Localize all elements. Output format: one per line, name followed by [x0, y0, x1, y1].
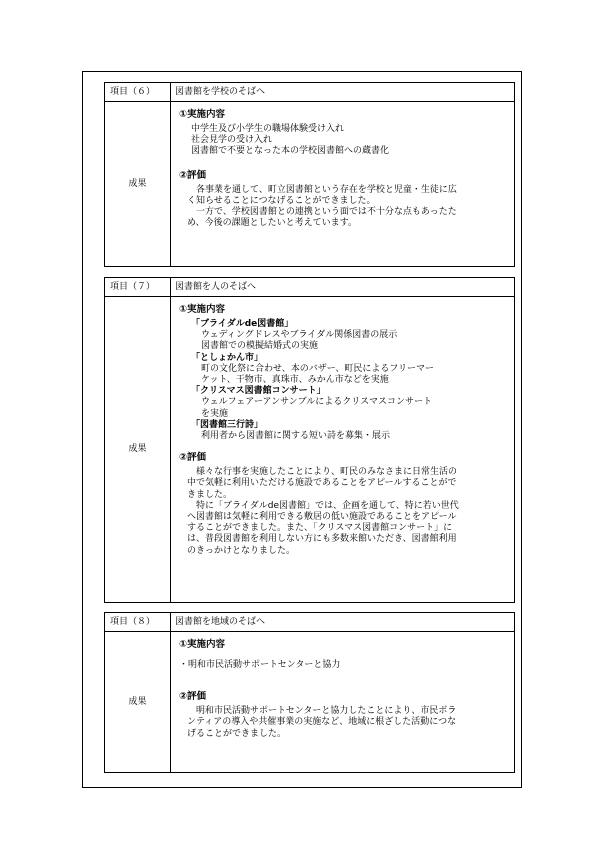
- section-7-heading-eval: ②評価: [179, 452, 207, 464]
- section-7-event-line: ウェディングドレスやブライダル関係図書の展示: [201, 330, 398, 341]
- section-7-title: 図書館を人のそばへ: [171, 278, 515, 297]
- section-6-item: 社会見学の受け入れ: [191, 135, 273, 146]
- section-6-eval-line: め、今後の課題としたいと考えています。: [187, 218, 357, 229]
- section-6-result-label: 成果: [105, 102, 171, 267]
- section-6-label: 項目（６）: [105, 83, 171, 102]
- section-7-event-title: 「としょかん市」: [191, 352, 264, 363]
- section-7-eval-line: は、普段図書館を利用しない方にも多数来館いただき、図書館利用: [187, 534, 457, 545]
- section-6-item: 図書館で不要となった本の学校図書館への蔵書化: [191, 146, 390, 157]
- section-7: [104, 277, 515, 603]
- section-7-event-line: 町の文化祭に合わせ、本のバザー、町民によるフリーマー: [201, 363, 435, 374]
- section-6-eval-line: く知らせることにつなげることができました。: [187, 195, 376, 206]
- section-7-eval-line: することができました。また、「クリスマス図書館コンサート」に: [187, 523, 453, 534]
- section-8-item: ・明和市民活動サポートセンターと協力: [179, 660, 341, 670]
- section-7-event-line: ケット、干物市、真珠市、みかん市などを実施: [201, 375, 389, 386]
- section-8-heading-eval: ②評価: [179, 691, 207, 703]
- section-7-event-line: ウェルフェアーアンサンブルによるクリスマスコンサート: [201, 397, 432, 408]
- section-7-eval-line: へ図書館は気軽に利用できる敷居の低い施設であることをアピール: [187, 512, 457, 523]
- section-7-eval-line: 中で気軽に利用いただける施設であることをアピールすることがで: [187, 478, 457, 489]
- section-7-eval-line: のきっかけとなりました。: [187, 545, 296, 556]
- section-7-event-line: 図書館での模擬結婚式の実施: [201, 341, 319, 352]
- section-6-heading-content: ①実施内容: [179, 109, 226, 120]
- section-7-result-label: 成果: [105, 297, 171, 603]
- section-6-heading-eval: ②評価: [179, 169, 207, 181]
- section-7-label: 項目（７）: [105, 278, 171, 297]
- section-8-eval-line: げることができました。: [187, 728, 287, 739]
- section-8-label: 項目（８）: [105, 613, 171, 632]
- section-7-event-title: 「ブライダルde図書館」: [191, 319, 294, 329]
- section-7-heading-content: ①実施内容: [179, 304, 226, 315]
- section-8: [104, 612, 515, 773]
- section-6-eval-line: 一方で、学校図書館との連携という面では不十分な点もあったた: [187, 207, 457, 218]
- section-7-eval-line: 様々な行事を実施したことにより、町民のみなさまに日常生活の: [187, 467, 458, 478]
- section-7-eval-line: きました。: [187, 489, 233, 500]
- section-6-eval-line: 各事業を通して、町立図書館という存在を学校と児童・生徒に広: [187, 184, 457, 195]
- section-8-eval-line: ンティアの導入や共催事業の実施など、地域に根ざした活動につな: [187, 717, 457, 728]
- section-6: [104, 82, 515, 267]
- section-7-event-line: を実施: [201, 408, 229, 419]
- section-8-eval-line: 明和市民活動サポートセンターと協力したことにより、市民ボラ: [187, 706, 457, 717]
- section-6-item: 中学生及び小学生の職場体験受け入れ: [191, 124, 345, 134]
- section-7-eval-line: 特に「ブライダルde図書館」では、企画を通して、特に若い世代: [187, 500, 459, 511]
- section-7-event-line: 利用者から図書館に関する短い詩を募集・展示: [201, 431, 391, 442]
- section-7-event-title: 「クリスマス図書館コンサート」: [191, 386, 326, 397]
- section-6-title: 図書館を学校のそばへ: [171, 83, 515, 102]
- section-7-event-title: 「図書館三行詩」: [191, 419, 264, 430]
- section-8-title: 図書館を地域のそばへ: [171, 613, 515, 632]
- section-8-result-label: 成果: [105, 632, 171, 773]
- section-8-heading-content: ①実施内容: [179, 639, 226, 650]
